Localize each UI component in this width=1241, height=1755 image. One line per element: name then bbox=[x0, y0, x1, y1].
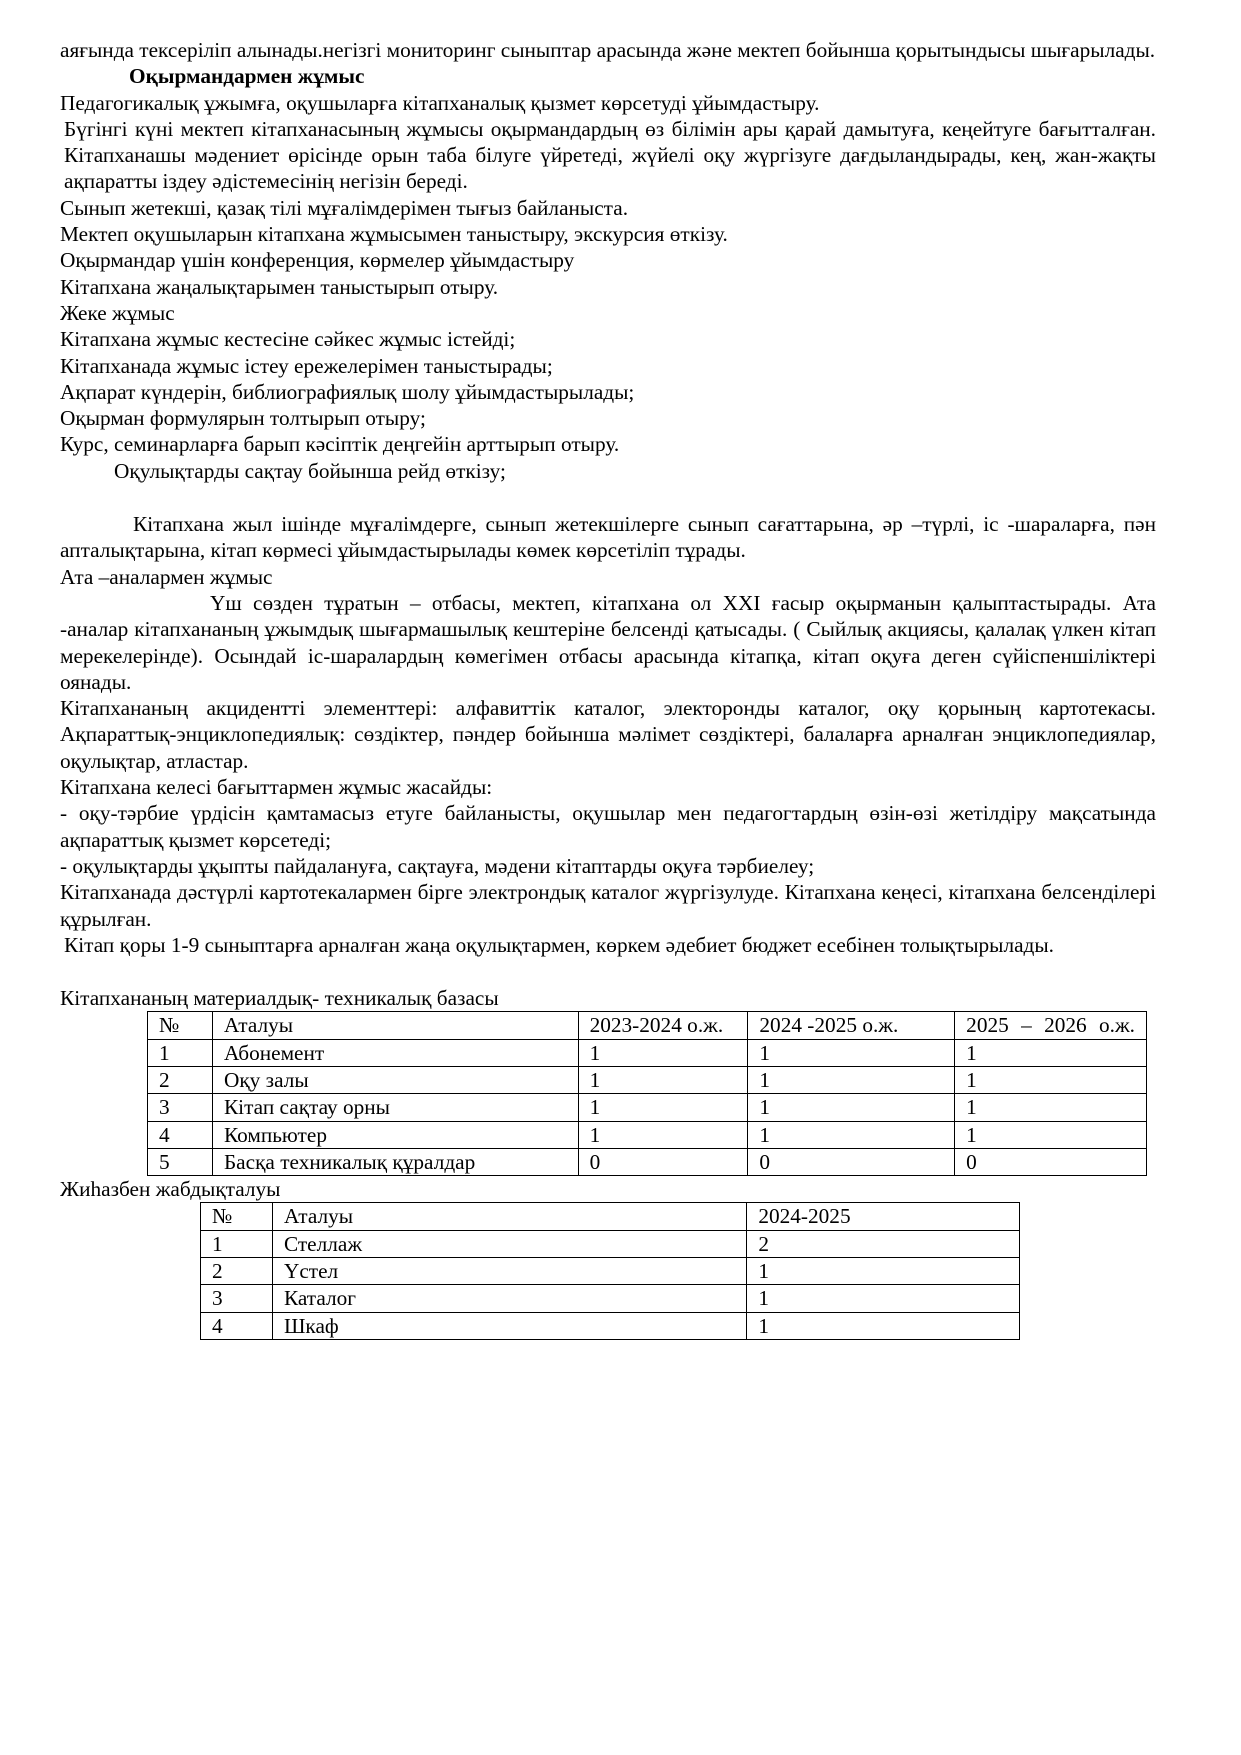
heading-parents: Ата –аналармен жұмыс bbox=[60, 564, 273, 589]
table-cell: 0 bbox=[748, 1148, 955, 1175]
table-cell: 0 bbox=[578, 1148, 748, 1175]
paragraph-direction-2: - оқулықтарды ұқыпты пайдалануға, сақтауға, мәдени кітаптарды оқуға тәрбиелеу; bbox=[60, 853, 815, 878]
table-cell: 1 bbox=[148, 1039, 213, 1066]
header-cell: Аталуы bbox=[272, 1203, 746, 1230]
heading-readers: Оқырмандармен жұмыс bbox=[129, 64, 365, 89]
line-excursion: Мектеп оқушыларын кітапхана жұмысымен таныстыру, экскурсия өткізу. bbox=[60, 222, 728, 247]
table-cell: 4 bbox=[148, 1121, 213, 1148]
table-row bbox=[148, 1121, 1147, 1148]
paragraph-three-words: Үш сөзден тұратын – отбасы, мектеп, кітапхана ол XXI ғасыр оқырманын қалыптастырады. Ата -аналар кітапхананың ұжымдық шығармашылық кештеріне белсенді қатысады. ( Сыйлық акциясы, қалалақ үлкен кітап мерекелерінде). Осындай іс-шаралардың көмегімен отбасы арасында кітапқа, кітап оқуға деген сүйіспеншіліктері оянады. bbox=[60, 590, 1156, 694]
table-cell: 1 bbox=[578, 1066, 748, 1093]
paragraph-monitoring: аяғында тексеріліп алынады.негізгі мониторинг сыныптар арасында және мектеп бойынша қорытындысы шығарылады. bbox=[60, 38, 1156, 62]
spacer bbox=[60, 484, 1156, 511]
line-info-days: Ақпарат күндерін, библиографиялық шолу ұйымдастырылады; bbox=[60, 379, 635, 404]
document-page bbox=[60, 37, 1156, 1340]
paragraph-direction-1: - оқу-тәрбие үрдісін қамтамасыз етуге байланысты, оқушылар мен педагогтардың өзін-өзі жетілдіру мақсатында ақпараттық қызмет көрсетеді; bbox=[60, 801, 1156, 852]
table-cell: 3 bbox=[148, 1094, 213, 1121]
table-cell: 2 bbox=[148, 1066, 213, 1093]
table-cell: 1 bbox=[747, 1258, 1020, 1285]
table-cell: 0 bbox=[955, 1148, 1147, 1175]
table-cell: 1 bbox=[578, 1121, 748, 1148]
table-cell: 1 bbox=[747, 1285, 1020, 1312]
table-cell: Басқа техникалық құралдар bbox=[212, 1148, 578, 1175]
header-cell: 2023-2024 о.ж. bbox=[578, 1012, 748, 1039]
table-cell: Каталог bbox=[272, 1285, 746, 1312]
table-cell: Үстел bbox=[272, 1258, 746, 1285]
header-cell: Аталуы bbox=[212, 1012, 578, 1039]
table-cell: 1 bbox=[748, 1121, 955, 1148]
paragraph-directions: Кітапхана келесі бағыттармен жұмыс жасайды: bbox=[60, 775, 493, 800]
table-cell: Оқу залы bbox=[212, 1066, 578, 1093]
table-cell: 1 bbox=[955, 1039, 1147, 1066]
table-cell: 1 bbox=[748, 1039, 955, 1066]
table-row bbox=[201, 1285, 1020, 1312]
paragraph-service: Педагогикалық ұжымға, оқушыларға кітапханалық қызмет көрсетуді ұйымдастыру. bbox=[60, 90, 820, 115]
table-cell: 1 bbox=[747, 1312, 1020, 1339]
table-cell: 1 bbox=[578, 1094, 748, 1121]
table-row bbox=[148, 1094, 1147, 1121]
table-cell: 1 bbox=[578, 1039, 748, 1066]
table-row bbox=[201, 1312, 1020, 1339]
table-cell: 1 bbox=[955, 1066, 1147, 1093]
spacer bbox=[60, 958, 1156, 985]
table-row bbox=[148, 1039, 1147, 1066]
table-cell: 4 bbox=[201, 1312, 273, 1339]
header-cell: 2024 -2025 о.ж. bbox=[748, 1012, 955, 1039]
line-raid: Оқулықтарды сақтау бойынша рейд өткізу; bbox=[114, 458, 506, 483]
table-cell: Шкаф bbox=[272, 1312, 746, 1339]
material-base-table bbox=[147, 1011, 1147, 1176]
line-rules: Кітапханада жұмыс істеу ережелерімен таныстырады; bbox=[60, 353, 553, 378]
table-row bbox=[148, 1066, 1147, 1093]
table-header-row bbox=[148, 1012, 1147, 1039]
paragraph-fund: Кітап қоры 1-9 сыныптарға арналған жаңа оқулықтармен, көркем әдебиет бюджет есебінен толықтырылады. bbox=[64, 932, 1055, 957]
table-cell: Стеллаж bbox=[272, 1230, 746, 1257]
header-cell: № bbox=[148, 1012, 213, 1039]
table-row bbox=[201, 1258, 1020, 1285]
paragraph-catalog: Кітапханада дәстүрлі картотекалармен бірге электрондық каталог жүргізулуде. Кітапхана кеңесі, кітапхана белсенділері құрылған. bbox=[60, 880, 1156, 931]
table2-caption: Жиһазбен жабдықталуы bbox=[60, 1177, 281, 1202]
header-cell: 2024-2025 bbox=[747, 1203, 1020, 1230]
table-cell: Компьютер bbox=[212, 1121, 578, 1148]
line-conference: Оқырмандар үшін конференция, көрмелер ұйымдастыру bbox=[60, 248, 575, 273]
line-class-teacher: Сынып жетекші, қазақ тілі мұғалімдерімен тығыз байланыста. bbox=[60, 195, 629, 220]
table-row bbox=[201, 1230, 1020, 1257]
table-cell: 2 bbox=[201, 1258, 273, 1285]
table1-caption: Кітапхананың материалдық- техникалық базасы bbox=[60, 986, 499, 1011]
line-news: Кітапхана жаңалықтарымен таныстырып отыру. bbox=[60, 274, 499, 299]
line-individual-work: Жеке жұмыс bbox=[60, 300, 175, 325]
table-cell: 1 bbox=[748, 1094, 955, 1121]
table-cell: 3 bbox=[201, 1285, 273, 1312]
table-header-row bbox=[201, 1203, 1020, 1230]
header-cell: № bbox=[201, 1203, 273, 1230]
paragraph-today: Бүгінгі күні мектеп кітапханасының жұмысы оқырмандардың өз білімін ары қарай дамытуға, кеңейтуге бағытталған. Кітапханашы мәдениет өрісінде орын таба білуге үйретеді, жүйелі оқу жүргізуге дағдыландырады, кең, жан-жақты ақпаратты іздеу әдістемесінің негізін береді. bbox=[64, 116, 1156, 194]
paragraph-year-help: Кітапхана жыл ішінде мұғалімдерге, сынып жетекшілерге сынып сағаттарына, әр –түрлі, іс -шараларға, пән апталықтарына, кітап көрмесі ұйымдастырылады көмек көрсетіліп тұрады. bbox=[60, 512, 1156, 563]
paragraph-elements: Кітапхананың акцидентті элементтері: алфавиттік каталог, электоронды каталог, оқу қорының картотекасы. Ақпараттық-энциклопедиялық: сөздіктер, пәндер бойынша мәлімет сөздіктері, балаларға арналған энциклопедиялар, оқулықтар, атластар. bbox=[60, 696, 1156, 773]
furniture-table bbox=[200, 1202, 1020, 1339]
table-cell: 1 bbox=[955, 1121, 1147, 1148]
table-row bbox=[148, 1148, 1147, 1175]
table-cell: 1 bbox=[748, 1066, 955, 1093]
table-cell: 1 bbox=[955, 1094, 1147, 1121]
line-schedule: Кітапхана жұмыс кестесіне сәйкес жұмыс істейді; bbox=[60, 327, 516, 352]
table-cell: 5 bbox=[148, 1148, 213, 1175]
table-cell: Абонемент bbox=[212, 1039, 578, 1066]
line-courses: Курс, семинарларға барып кәсіптік деңгейін арттырып отыру. bbox=[60, 432, 620, 457]
table-cell: Кітап сақтау орны bbox=[212, 1094, 578, 1121]
line-reader-form: Оқырман формулярын толтырып отыру; bbox=[60, 406, 426, 431]
table-cell: 2 bbox=[747, 1230, 1020, 1257]
header-cell: 2025 – 2026 о.ж. bbox=[955, 1012, 1147, 1039]
table-cell: 1 bbox=[201, 1230, 273, 1257]
